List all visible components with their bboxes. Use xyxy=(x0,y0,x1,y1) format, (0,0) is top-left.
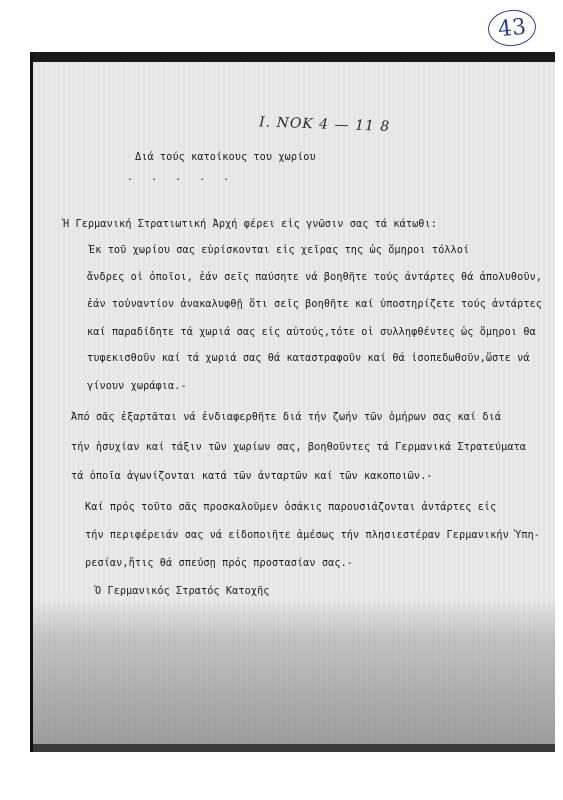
text-line: Ἐκ τοῦ χωρίου σας εὑρίσκονται εἰς χεῖρας της ὡς ὅμηροι τόλλοί xyxy=(89,245,470,256)
text-line: ἐάν τοὐναντίον ἀνακαλυφθῇ ὅτι σεῖς βοηθῆτε καί ὑποστηρίζετε τούς ἀντάρτες xyxy=(87,299,543,310)
handwritten-reference: I. ΝΟΚ 4 — 11 8 xyxy=(258,114,391,135)
text-line: γίνουν χωράφια.- xyxy=(87,381,187,392)
text-line: τήν ἡσυχίαν καί τάξιν τῶν χωρίων σας, βοηθοῦντες τά Γερμανικά Στρατεύματα xyxy=(71,442,527,453)
text-line: τά ὁποῖα ἀγωνίζονται κατά τῶν ἀνταρτῶν καί τῶν κακοποιῶν.- xyxy=(71,471,433,482)
text-line: τήν περιφέρειάν σας νά εἰδοποιῆτε ἀμέσως τήν πλησιεστέραν Γερμανικήν Ὑπη- xyxy=(85,530,541,541)
text-line: Καί πρός τοῦτο σᾶς προσκαλοῦμεν ὁσάκις παρουσιάζονται ἀντάρτες εἰς xyxy=(85,502,497,513)
header-dots: . . . . . xyxy=(127,172,236,183)
text-line: Ἡ Γερμανική Στρατιωτική Ἀρχή φέρει εἰς γνῶσιν σας τά κάτωθι: xyxy=(63,219,438,230)
text-line: ἄνδρες οἱ ὁποῖοι, ἐάν σεῖς παύσητε νά βοηθῆτε τούς ἀντάρτες θά ἀπολυθοῦν, xyxy=(87,272,543,283)
text-line: καί παραδίδητε τά χωριά σας εἰς αὐτούς,τότε οἱ συλληφθέντες ὡς ὅμηροι θα xyxy=(87,327,536,338)
text-line: τυφεκισθοῦν καί τά χωριά σας θά καταστραφοῦν καί θά ἰσοπεδωθοῦν,ὥστε νά xyxy=(87,353,530,364)
page-number-circle: 43 xyxy=(486,8,538,49)
signature-line: Ὁ Γερμανικός Στρατός Κατοχῆς xyxy=(95,586,270,597)
scan-bottom-edge xyxy=(33,744,555,752)
text-line: ρεσίαν,ἥτις θά σπεύσῃ πρός προστασίαν σας.- xyxy=(85,558,354,569)
document-sheet xyxy=(30,52,555,752)
scan-top-edge xyxy=(33,52,555,62)
document-header: Διά τούς κατοίκους του χωρίου xyxy=(135,152,316,163)
text-line: Ἀπό σᾶς ἐξαρτᾶται νά ἐνδιαφερθῆτε διά τήν ζωήν τῶν ὁμήρων σας καί διά xyxy=(71,412,502,423)
